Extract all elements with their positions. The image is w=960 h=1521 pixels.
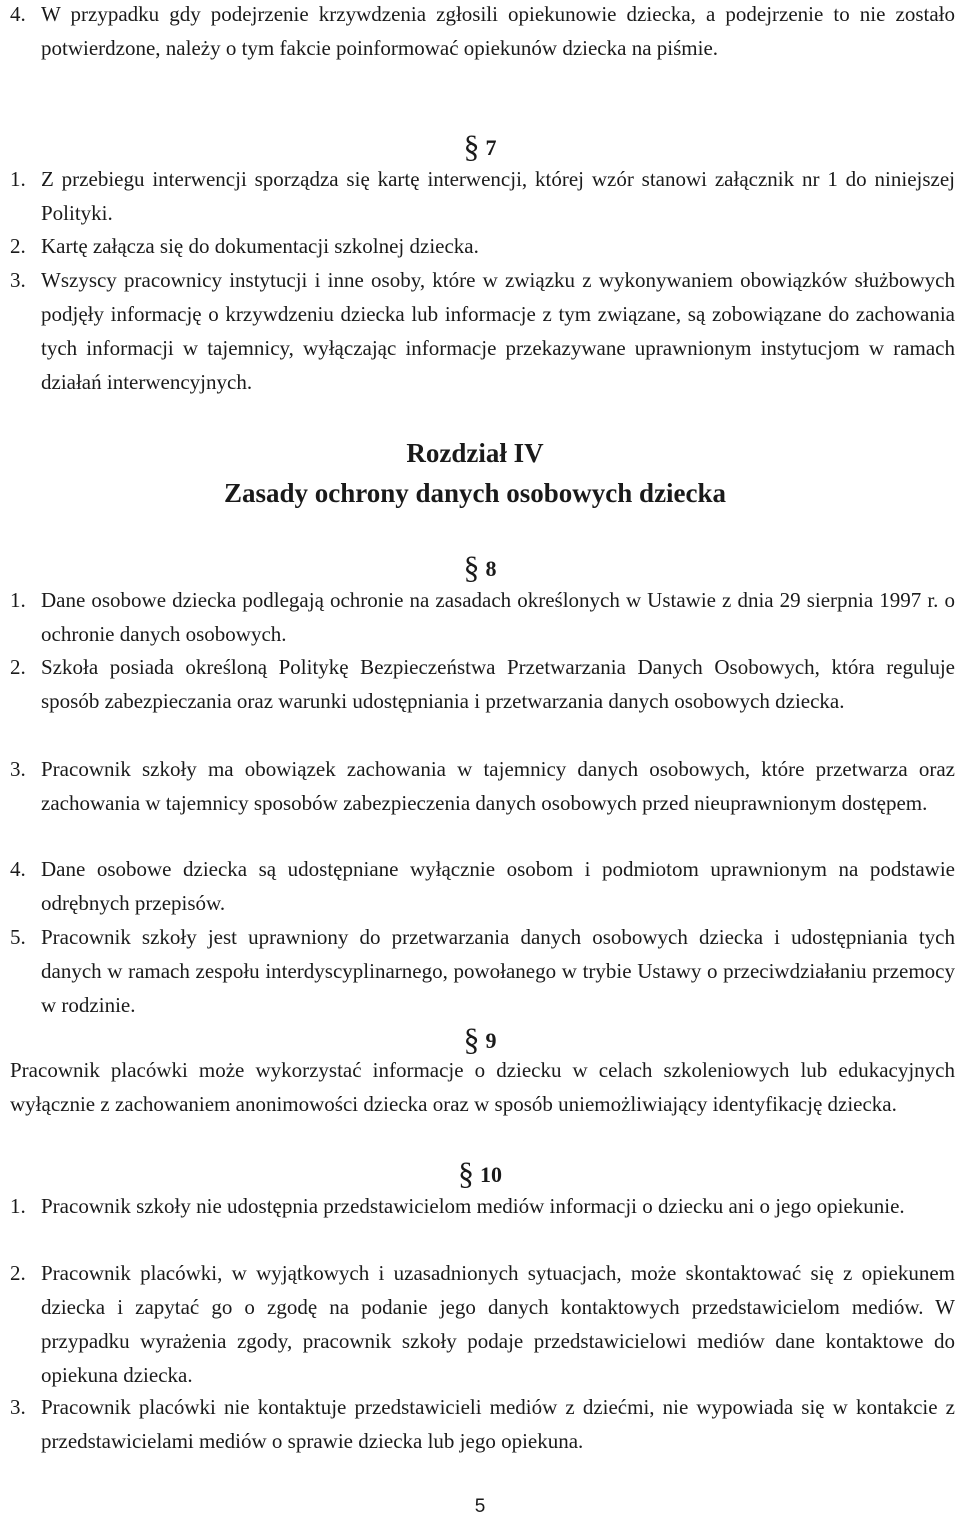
item-text: Pracownik szkoły jest uprawniony do przetwarzania danych osobowych dziecka i udostępniania tych danych w ramach zespołu interdyscyplinarnego, powołanego w trybie Ustawy o przeciwdziałaniu przemocy w rodzinie. [41, 925, 955, 1017]
item-text: Pracownik placówki nie kontaktuje przedstawicieli mediów z dziećmi, nie wypowiada się w kontakcie z przedstawicielami mediów o sprawie dziecka lub jego opiekuna. [41, 1395, 955, 1453]
paragraph [10, 1053, 955, 1121]
list-item [10, 852, 955, 920]
item-number: 1. [10, 588, 26, 612]
item-number: 2. [10, 655, 26, 679]
paragraph-text: Pracownik placówki może wykorzystać informacje o dziecku w celach szkoleniowych lub edukacyjnych wyłącznie z zachowaniem anonimowości dziecka oraz w sposób uniemożliwiający identyfikację dziecka. [10, 1058, 955, 1116]
chapter-title: Zasady ochrony danych osobowych dziecka [223, 478, 727, 508]
list-item [10, 752, 955, 820]
list-item [10, 0, 955, 65]
chapter-label: Rozdział IV [406, 438, 544, 468]
item-text: W przypadku gdy podejrzenie krzywdzenia zgłosili opiekunowie dziecka, a podejrzenie to nie zostało potwierdzone, należy o tym fakcie poinformować opiekunów dziecka na piśmie. [41, 2, 955, 60]
section-number: 9 [485, 1028, 497, 1053]
list-item [10, 1390, 955, 1458]
item-text: Z przebiegu interwencji sporządza się kartę interwencji, której wzór stanowi załącznik nr 1 do niniejszej Polityki. [41, 167, 955, 225]
section-heading-10 [0, 1155, 960, 1192]
item-number: 1. [10, 1194, 26, 1218]
item-text: Pracownik szkoły nie udostępnia przedstawicielom mediów informacji o dziecku ani o jego opiekunie. [41, 1194, 905, 1218]
section-symbol: § [463, 128, 480, 164]
list-item [10, 1189, 955, 1223]
item-number: 5. [10, 925, 26, 949]
item-text: Kartę załącza się do dokumentacji szkolnej dziecka. [41, 234, 479, 258]
item-number: 3. [10, 757, 26, 781]
item-text: Pracownik szkoły ma obowiązek zachowania w tajemnicy danych osobowych, które przetwarza oraz zachowania w tajemnicy sposobów zabezpieczenia danych osobowych przed nieuprawnionym dostępem. [41, 757, 955, 815]
item-number: 3. [10, 268, 26, 292]
section-heading-8 [0, 549, 960, 586]
item-number: 4. [10, 857, 26, 881]
section-number: 7 [485, 135, 497, 160]
item-number: 2. [10, 234, 26, 258]
list-item [10, 1256, 955, 1392]
item-text: Pracownik placówki, w wyjątkowych i uzasadnionych sytuacjach, może skontaktować się z opiekunem dziecka i zapytać go o zgodę na podanie jego danych kontaktowych przedstawicielom mediów. W przypadku wyrażenia zgody, pracownik szkoły podaje przedstawicielowi mediów dane kontaktowe do opiekuna dziecka. [41, 1261, 955, 1387]
list-item [10, 162, 955, 230]
item-text: Szkoła posiada określoną Politykę Bezpieczeństwa Przetwarzania Danych Osobowych, która reguluje sposób zabezpieczania oraz warunki udostępniania i przetwarzania danych osobowych dziecka. [41, 655, 955, 713]
section-heading-7 [0, 128, 960, 165]
section-symbol: § [463, 1021, 480, 1057]
section-symbol: § [463, 549, 480, 585]
item-number: 4. [10, 2, 26, 26]
list-item [10, 229, 955, 263]
section-number: 10 [480, 1162, 502, 1187]
section-symbol: § [458, 1155, 474, 1191]
item-number: 2. [10, 1261, 26, 1285]
item-text: Wszyscy pracownicy instytucji i inne osoby, które w związku z wykonywaniem obowiązków służbowych podjęły informację o krzywdzeniu dziecka lub informacje z tym związane, są zobowiązane do zachowania tych informacji w tajemnicy, wyłączając informacje przekazywane uprawnionym instytucjom w ramach działań interwencyjnych. [41, 268, 955, 394]
list-item [10, 263, 955, 399]
item-number: 1. [10, 167, 26, 191]
item-number: 3. [10, 1395, 26, 1419]
section-number: 8 [485, 556, 497, 581]
page-number: 5 [474, 1496, 486, 1517]
list-item [10, 583, 955, 651]
item-text: Dane osobowe dziecka są udostępniane wyłącznie osobom i podmiotom uprawnionym na podstawie odrębnych przepisów. [41, 857, 955, 915]
list-item [10, 650, 955, 718]
list-item [10, 920, 955, 1022]
item-text: Dane osobowe dziecka podlegają ochronie na zasadach określonych w Ustawie z dnia 29 sierpnia 1997 r. o ochronie danych osobowych. [41, 588, 955, 646]
